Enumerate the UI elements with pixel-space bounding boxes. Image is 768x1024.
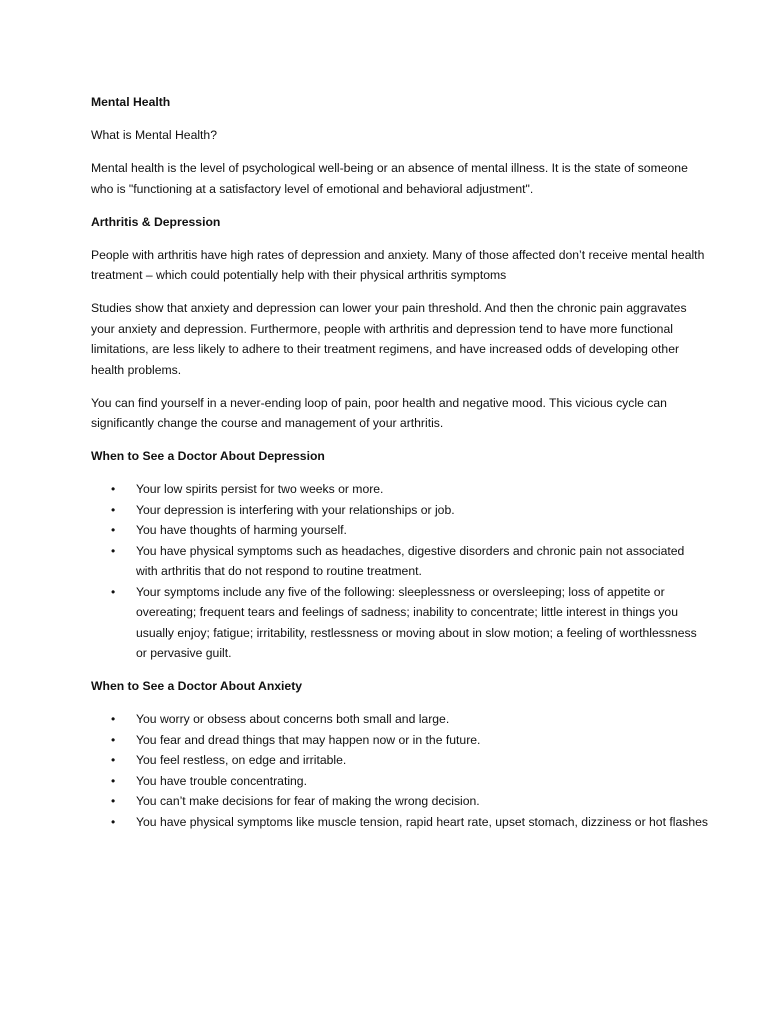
bullet-icon: • [111, 712, 116, 726]
list-item-text: You worry or obsess about concerns both small and large. [136, 712, 450, 726]
anxiety-heading: When to See a Doctor About Anxiety [91, 679, 303, 693]
arthritis-paragraph-3: You can find yourself in a never-ending loop of pain, poor health and negative mood. This vicious cycle can significantly change the course and management of your arthritis. [91, 395, 667, 430]
arthritis-paragraph-2: Studies show that anxiety and depression can lower your pain threshold. And then the chronic pain aggravates your anxiety and depression. Furthermore, people with arthritis and depression tend to have more functional limitations, are less likely to adhere to their treatment regimens, and have increased odds of developing other health problems. [91, 301, 687, 377]
list-item [91, 771, 708, 792]
bullet-icon: • [111, 482, 116, 496]
arthritis-paragraph-1: People with arthritis have high rates of depression and anxiety. Many of those affected don’t receive mental health treatment – which could potentially help with their physical arthritis symptoms [91, 247, 705, 282]
arthritis-heading: Arthritis & Depression [91, 214, 221, 229]
bullet-icon: • [111, 773, 116, 788]
list-item-text: Your symptoms include any five of the following: sleeplessness or oversleeping; loss of appetite or overeating; frequent tears and feelings of sadness; inability to concentrate; little interest in things you usually enjoy; fatigue; irritability, restlessness or moving about in slow motion; a feeling of worthlessness or pervasive guilt. [136, 584, 697, 660]
definition-paragraph: Mental health is the level of psychological well-being or an absence of mental illness. It is the state of someone who is "functioning at a satisfactory level of emotional and behavioral adjustment". [91, 161, 688, 196]
bullet-icon: • [111, 502, 116, 517]
document-title: Mental Health [91, 95, 171, 109]
depression-heading: When to See a Doctor About Depression [91, 449, 325, 463]
list-item-text: You have thoughts of harming yourself. [136, 523, 347, 537]
depression-list [91, 479, 708, 664]
list-item-text: You fear and dread things that may happen now or in the future. [136, 732, 481, 747]
list-item-text: You have trouble concentrating. [136, 773, 307, 788]
list-item-text: You have physical symptoms such as headaches, digestive disorders and chronic pain not associated with arthritis that do not respond to routine treatment. [136, 543, 685, 578]
bullet-icon: • [111, 794, 116, 808]
list-item-text: You have physical symptoms like muscle tension, rapid heart rate, upset stomach, dizziness or hot flashes [136, 814, 708, 829]
list-item [91, 541, 708, 582]
list-item [91, 582, 708, 664]
list-item-text: You can’t make decisions for fear of making the wrong decision. [136, 794, 480, 808]
list-item [91, 812, 708, 833]
list-item-text: You feel restless, on edge and irritable. [136, 753, 347, 767]
list-item [91, 750, 708, 771]
bullet-icon: • [111, 584, 116, 599]
question-heading: What is Mental Health? [91, 128, 217, 142]
list-item [91, 479, 708, 500]
list-item-text: Your depression is interfering with your relationships or job. [136, 502, 455, 517]
bullet-icon: • [111, 753, 116, 767]
list-item [91, 791, 708, 812]
list-item-text: Your low spirits persist for two weeks or more. [136, 482, 384, 496]
bullet-icon: • [111, 523, 116, 537]
list-item [91, 709, 708, 730]
list-item [91, 500, 708, 521]
anxiety-list [91, 709, 708, 832]
bullet-icon: • [111, 732, 116, 747]
bullet-icon: • [111, 543, 116, 558]
bullet-icon: • [111, 814, 116, 829]
list-item [91, 520, 708, 541]
list-item [91, 730, 708, 751]
